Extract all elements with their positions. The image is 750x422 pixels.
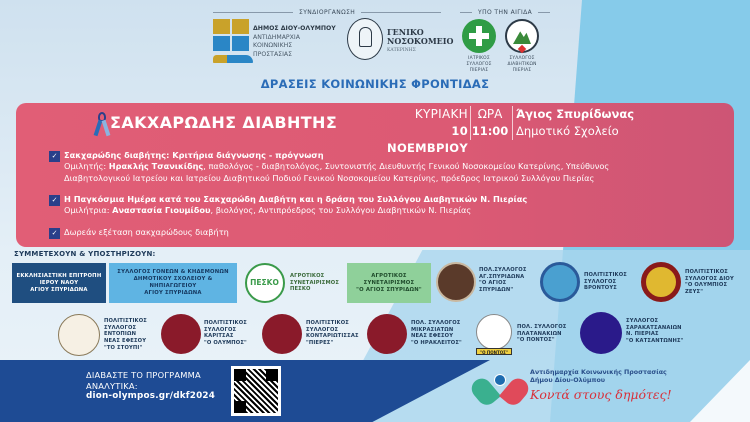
sarakatsanaion-logo-icon bbox=[580, 312, 622, 354]
checkbox-icon: ✓ bbox=[49, 151, 60, 162]
participant-agios-spyridon-coop: ΑΓΡΟΤΙΚΟΣ ΣΥΝΕΤΑΙΡΙΣΜΟΣ "Ο ΑΓΙΟΣ ΣΠΥΡΙΔΩΝ" bbox=[347, 263, 431, 303]
participant-kontariotissas: ΠΟΛΙΤΙΣΤΙΚΟΣ ΣΥΛΛΟΓΟΣ ΚΟΝΤΑΡΙΩΤΙΣΣΑΣ "ΠΙΕΡΕΣ" bbox=[306, 320, 359, 347]
participant-karitsas: ΠΟΛΙΤΙΣΤΙΚΟΣ ΣΥΛΛΟΓΟΣ ΚΑΡΙΤΣΑΣ "Ο ΟΛΥΜΠΟΣ" bbox=[204, 320, 247, 347]
participants-title: ΣΥΜΜΕΤΕΧΟΥΝ & ΥΠΟΣΤΗΡΙΖΟΥΝ: bbox=[14, 250, 156, 258]
program-info: ΔΙΑΒΑΣΤΕ ΤΟ ΠΡΟΓΡΑΜΜΑ ΑΝΑΛΥΤΙΚΑ: dion-olympos.gr/dkf2024 bbox=[86, 370, 216, 401]
checkbox-icon: ✓ bbox=[49, 228, 60, 239]
participant-pesko: ΑΓΡΟΤΙΚΟΣ ΣΥΝΕΤΑΙΡΙΣΜΟΣ ΠΕΣΚΟ bbox=[290, 273, 340, 293]
participant-church-committee: ΕΚΚΛΗΣΙΑΣΤΙΚΗ ΕΠΙΤΡΟΠΗ ΙΕΡΟΥ ΝΑΟΥ ΑΓΙΟΥ ΣΠΥΡΙΔΩΝΑ bbox=[12, 263, 106, 303]
vrontous-association-logo-icon bbox=[540, 262, 580, 302]
kontariotissas-logo-icon bbox=[262, 314, 302, 354]
agios-spyridon-association-logo-icon bbox=[436, 262, 476, 302]
dimos-text: ΔΗΜΟΣ ΔΙΟΥ-ΟΛΥΜΠΟΥ ΑΝΤΙΔΗΜΑΡΧΙΑ ΚΟΙΝΩΝΙΚΗΣ ΠΡΟΣΤΑΣΙΑΣ bbox=[253, 25, 336, 58]
participant-vrontous: ΠΟΛΙΤΙΣΤΙΚΟΣ ΣΥΛΛΟΓΟΣ ΒΡΟΝΤΟΥΣ bbox=[584, 272, 627, 292]
main-title: ΔΡΑΣΕΙΣ ΚΟΙΝΩΝΙΚΗΣ ΦΡΟΝΤΙΔΑΣ bbox=[260, 77, 490, 91]
slogan: Κοντά στους δημότες! bbox=[530, 387, 672, 402]
diabetic-association-logo-icon bbox=[505, 19, 539, 53]
agenda-item-1: Σακχαρώδης διαβήτης: Κριτήρια διάγνωσης - πρόγνωση Ομιλητής: Ηρακλής Τσανικίδης, παθολόγος - διαβητολόγος, Συντονιστής Διευθυντής Γενικού Νοσοκομείου Κατερίνης, Υπεύθυνος Διαβητολογικού Ιατρείου και Ιατρείου Διαβητικού Ποδιού Γενικού Νοσοκομείου Κατερίνης, πρόεδρος Ιατρικού Συλλόγου Πιερίας bbox=[64, 150, 610, 183]
participant-to-stoupi: ΠΟΛΙΤΙΣΤΙΚΟΣ ΣΥΛΛΟΓΟΣ ΕΝΤΟΠΙΩΝ ΝΕΑΣ ΕΦΕΣΟΥ "ΤΟ ΣΤΟΥΠΙ" bbox=[104, 318, 147, 351]
checkbox-icon: ✓ bbox=[49, 195, 60, 206]
event-date: ΚΥΡΙΑΚΗ 10 ΝΟΕΜΒΡΙΟΥ bbox=[387, 107, 468, 155]
dimos-dion-olympos-logo bbox=[213, 19, 253, 65]
social-care-heart-logo-icon bbox=[481, 368, 519, 406]
program-url-link[interactable]: dion-olympos.gr/dkf2024 bbox=[86, 391, 216, 401]
awareness-ribbon-icon bbox=[96, 112, 110, 138]
qr-code-icon bbox=[234, 369, 278, 413]
hospital-name: ΓΕΝΙΚΟ ΝΟΣΟΚΟΜΕΙΟ ΚΑΤΕΡΙΝΗΣ bbox=[387, 27, 454, 53]
medical-association-label: ΙΑΤΡΙΚΟΣ ΣΥΛΛΟΓΟΣ ΠΙΕΡΙΑΣ bbox=[466, 56, 492, 73]
participant-pontos: ΠΟΛ. ΣΥΛΛΟΓΟΣ ΠΛΑΤΑΝΑΚΙΩΝ "Ο ΠΟΝΤΟΣ" bbox=[517, 324, 567, 344]
participant-pol-syllogos-ag-spyridona: ΠΟΛ.ΣΥΛΛΟΓΟΣ ΑΓ.ΣΠΥΡΙΔΩΝΑ "Ο ΑΓΙΟΣ ΣΠΥΡΙΔΩΝ" bbox=[479, 267, 527, 294]
olympios-zeus-logo-icon bbox=[641, 262, 681, 302]
pesko-logo-icon: ΠΕΣΚΟ bbox=[245, 263, 285, 303]
pontos-logo-icon bbox=[476, 314, 512, 350]
karitsas-logo-icon bbox=[161, 314, 201, 354]
social-care-department: Αντιδημαρχία Κοινωνικής Προστασίας Δήμου Δίου-Ολύμπου bbox=[530, 369, 667, 384]
agenda-item-2: Η Παγκόσμια Ημέρα κατά του Σακχαρώδη Διαβήτη και η δράση του Συλλόγου Διαβητικών Ν. Πιερίας Ομιλήτρια: Αναστασία Γιουμίδου, βιολόγος, Αντιπρόεδρος του Συλλόγου Διαβητικών Ν. Πιερίας bbox=[64, 194, 528, 216]
co-organization-label: ΣΥΝΔΙΟΡΓΑΝΩΣΗ bbox=[213, 9, 441, 16]
qr-code[interactable] bbox=[231, 366, 281, 416]
auspices-label: ΥΠΟ ΤΗΝ ΑΙΓΙΔΑ bbox=[460, 9, 550, 16]
pontos-logo-caption: "Ο ΠΟΝΤΟΣ" bbox=[476, 348, 512, 355]
participant-parents-association: ΣΥΛΛΟΓΟΣ ΓΟΝΕΩΝ & ΚΗΔΕΜΟΝΩΝ ΔΗΜΟΤΙΚΟΥ ΣΧΟΛΕΙΟΥ & ΝΗΠΙΑΓΩΓΕΙΟΥ ΑΓΙΟΥ ΣΠΥΡΙΔΩΝΑ bbox=[109, 263, 237, 303]
divider bbox=[512, 106, 513, 140]
diabetic-association-label: ΣΥΛΛΟΓΟΣ ΔΙΑΒΗΤΙΚΩΝ ΠΙΕΡΙΑΣ bbox=[507, 56, 537, 73]
medical-association-logo-icon bbox=[462, 19, 496, 53]
event-time: ΩΡΑ 11:00 bbox=[471, 107, 509, 138]
participant-katsantonis: ΣΥΛΛΟΓΟΣ ΣΑΡΑΚΑΤΣΑΝΑΙΩΝ Ν. ΠΙΕΡΙΑΣ "Ο ΚΑΤΣΑΝΤΩΝΗΣ" bbox=[626, 318, 684, 345]
event-location: Άγιος Σπυρίδωνας Δημοτικό Σχολείο bbox=[516, 107, 635, 138]
stoupi-logo-icon bbox=[58, 314, 100, 356]
participant-olympios-zeus: ΠΟΛΙΤΙΣΤΙΚΟΣ ΣΥΛΛΟΓΟΣ ΔΙΟΥ "Ο ΟΛΥΜΠΙΟΣ ΖΕΥΣ" bbox=[685, 269, 734, 296]
participant-irakleitos: ΠΟΛ. ΣΥΛΛΟΓΟΣ ΜΙΚΡΑΣΙΑΤΩΝ ΝΕΑΣ ΕΦΕΣΟΥ "Ο ΗΡΑΚΛΕΙΤΟΣ" bbox=[411, 320, 462, 347]
agenda-item-3: Δωρεάν εξέταση σακχαρώδους διαβήτη bbox=[64, 227, 229, 237]
irakleitos-logo-icon bbox=[367, 314, 407, 354]
header bbox=[0, 0, 750, 100]
event-title: ΣΑΚΧΑΡΩΔΗΣ ΔΙΑΒΗΤΗΣ bbox=[110, 113, 338, 132]
hospital-emblem-icon bbox=[347, 18, 383, 60]
